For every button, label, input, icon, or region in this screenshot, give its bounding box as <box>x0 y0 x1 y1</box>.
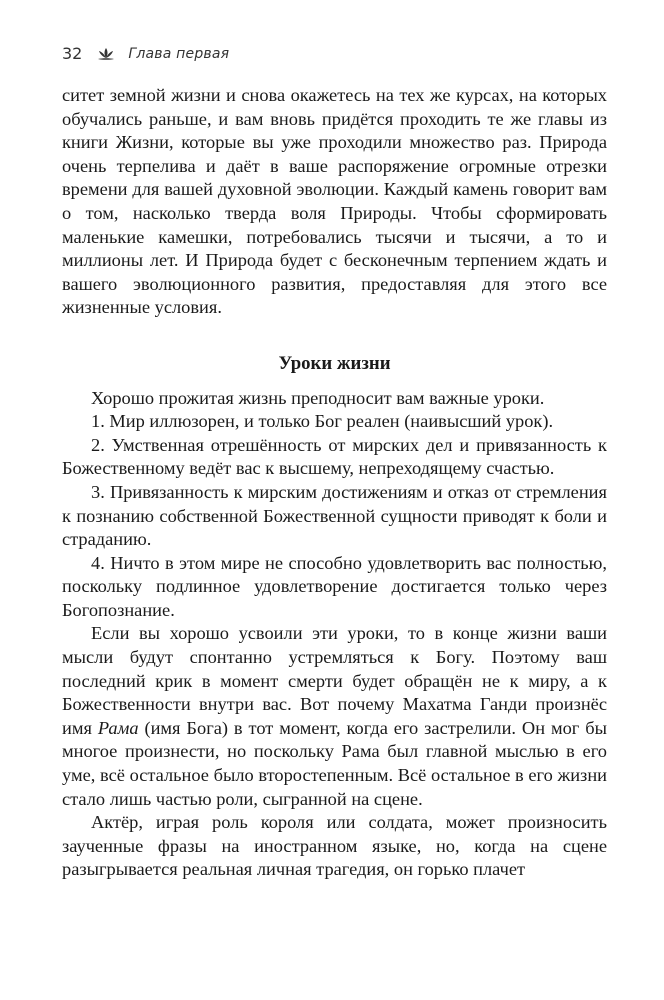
paragraph-actor: Актёр, играя роль короля или солдата, может произносить заученные фразы на иностранном языке, но, когда на сцене разыгрывается реальная личная трагедия, он горько плачет <box>62 812 607 880</box>
lesson-2: 2. Умственная отрешённость от мирских дел и привязанность к Божественному ведёт вас к высшему, непреходящему счастью. <box>62 434 607 479</box>
lesson-4: 4. Ничто в этом мире не способно удовлетворить вас полностью, поскольку подлинное удовлетворение достигается только через Богопознание. <box>62 552 607 620</box>
running-header <box>62 44 229 63</box>
rama-italic: Рама <box>97 717 139 738</box>
paragraph-gandhi <box>62 622 607 811</box>
paragraph-continued: ситет земной жизни и снова окажетесь на тех же курсах, на которых обучались раньше, и вам вновь придётся проходить те же главы из книги Жизни, которые вы уже проходили множество раз. Природа очень терпелива и даёт в ваше распоряжение огромные отрезки времени для вашей духовной эволюции. Каждый камень говорит вам о том, насколько тверда воля Природы. Чтобы сформировать маленькие камешки, потребовались тысячи и тысячи, а то и миллионы лет. И Природа будет с бесконечным терпением ждать и вашего эволюционного развития, предоставляя для этого все жизненные условия. <box>62 85 607 318</box>
paragraph-gandhi-part-1: Если вы хорошо усвоили эти уроки, то в конце жизни ваши мысли будут спонтанно устремляться к Богу. Поэтому ваш последний крик в момент смерти будет обращён не к миру, а к Божественности внутри вас. Вот почему Махатма Ганди произнёс имя <box>62 623 607 738</box>
lesson-3: 3. Привязанность к мирским достижениям и отказ от стремления к познанию собственной Божественной сущности приводят к боли и страданию. <box>62 481 607 550</box>
lesson-1: 1. Мир иллюзорен, и только Бог реален (наивысший урок). <box>91 411 554 432</box>
chapter-title: Глава первая <box>128 45 230 62</box>
paragraph-intro: Хорошо прожитая жизнь преподносит вам важные уроки. <box>91 387 545 408</box>
page-body <box>62 84 607 882</box>
page-number: 32 <box>62 44 83 63</box>
lotus-icon <box>96 46 116 62</box>
section-title: Уроки жизни <box>278 352 391 374</box>
paragraph-gandhi-part-2: (имя Бога) в тот момент, когда его застрелили. Он мог бы многое произнести, но поскольку Рама был главной мыслью в его уме, всё остальное было второстепенным. Всё остальное в его жизни стало лишь частью роли, сыгранной на сцене. <box>62 717 607 809</box>
